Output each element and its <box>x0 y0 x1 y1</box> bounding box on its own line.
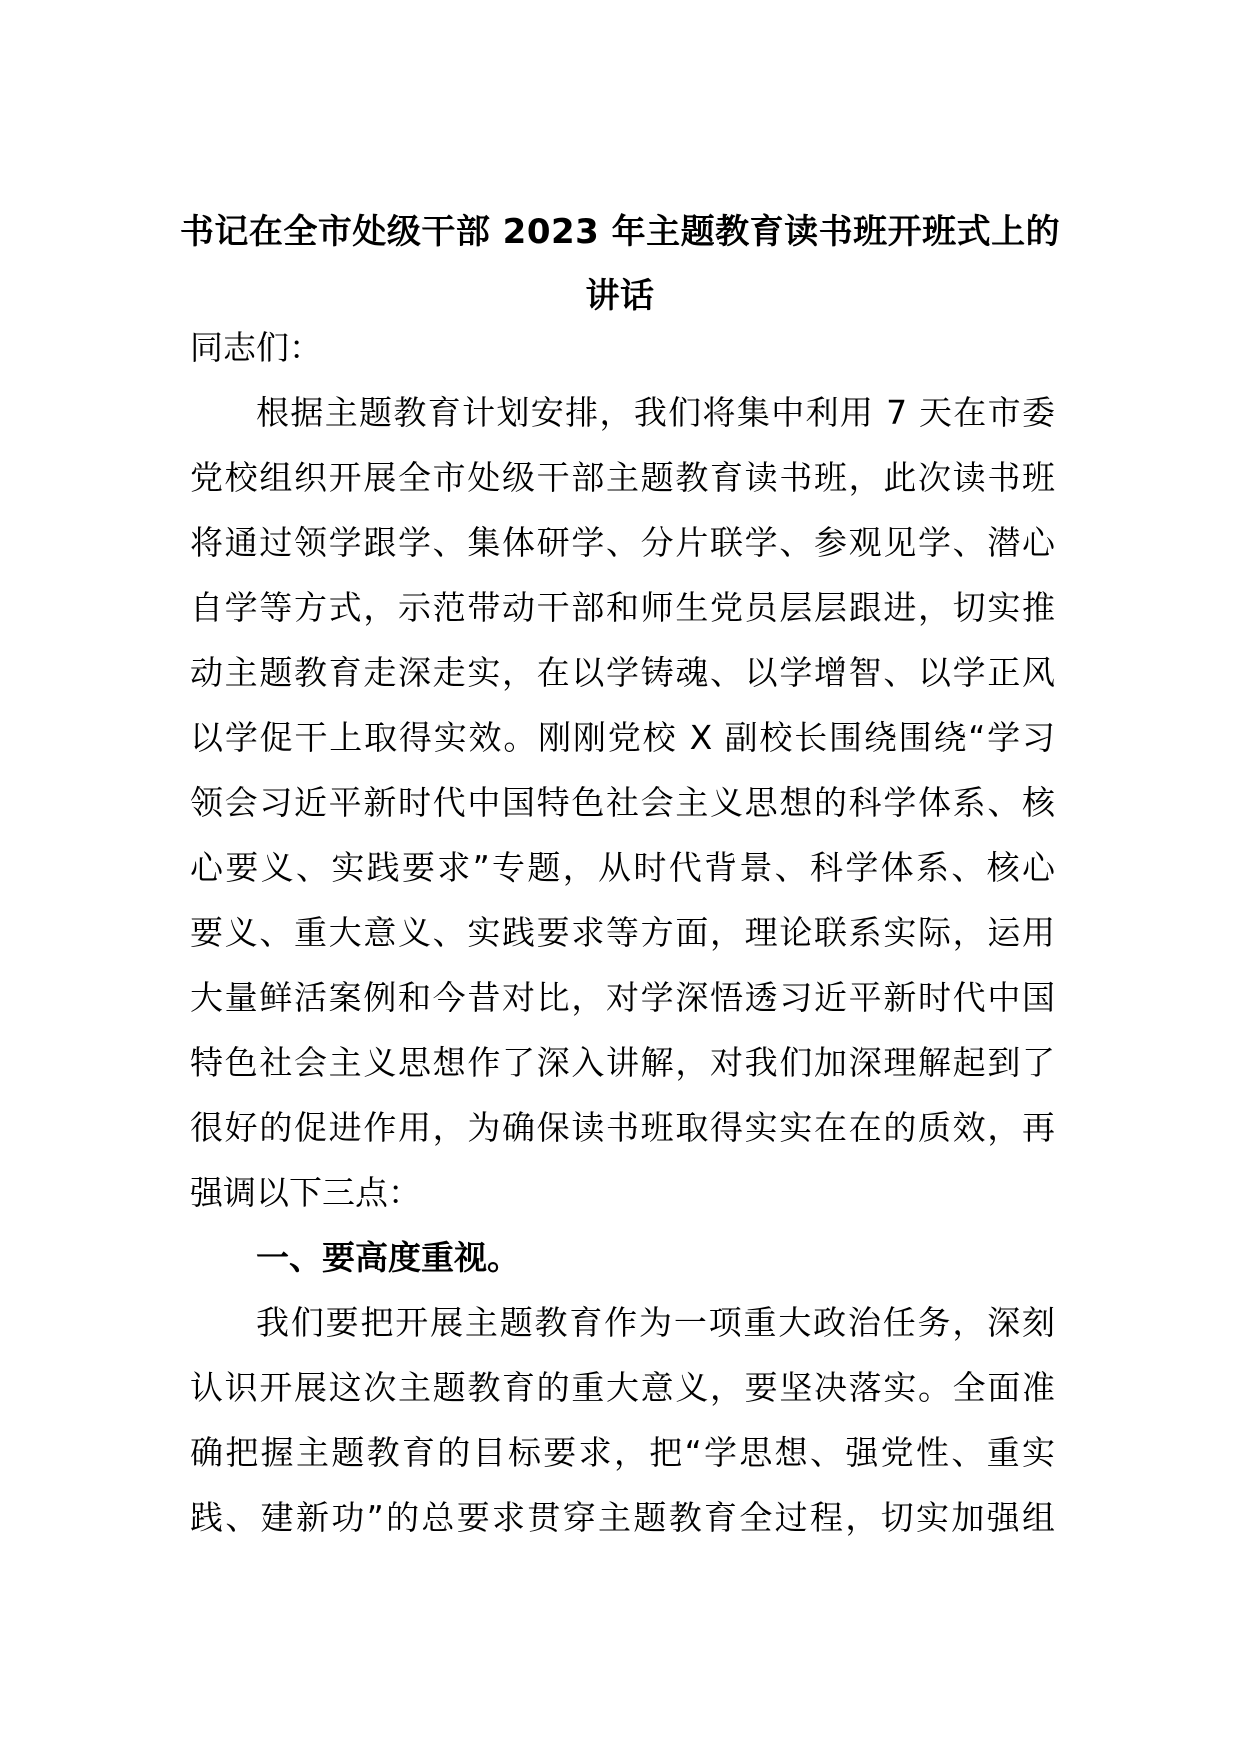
paragraph-1 <box>190 380 1055 1225</box>
section-heading-1: 一、要高度重视。 <box>256 1238 520 1277</box>
title-line-2: 讲话 <box>585 276 655 316</box>
paragraph-2-line: 认识开展这次主题教育的重大意义，要坚决落实。全面准 <box>190 1368 1055 1407</box>
paragraph-1-line: 动主题教育走深走实，在以学铸魂、以学增智、以学正风 <box>190 653 1055 692</box>
paragraph-1-line: 特色社会主义思想作了深入讲解，对我们加深理解起到了 <box>190 1043 1055 1082</box>
paragraph-1-line: 强调以下三点： <box>190 1173 421 1212</box>
paragraph-1-line: 将通过领学跟学、集体研学、分片联学、参观见学、潜心 <box>190 523 1055 562</box>
paragraph-1-line: 大量鲜活案例和今昔对比，对学深悟透习近平新时代中国 <box>190 978 1055 1017</box>
paragraph-2 <box>190 1290 1055 1550</box>
paragraph-2-line: 确把握主题教育的目标要求，把“学思想、强党性、重实 <box>190 1433 1055 1472</box>
document-title <box>150 200 1090 328</box>
paragraph-1-line: 很好的促进作用，为确保读书班取得实实在在的质效，再 <box>190 1108 1055 1147</box>
paragraph-1-line: 自学等方式，示范带动干部和师生党员层层跟进，切实推 <box>190 588 1055 627</box>
paragraph-1-line: 以学促干上取得实效。刚刚党校 X 副校长围绕围绕“学习 <box>190 718 1055 757</box>
title-line-1: 书记在全市处级干部 2023 年主题教育读书班开班式上的 <box>179 212 1061 252</box>
paragraph-2-line: 践、建新功”的总要求贯穿主题教育全过程，切实加强组 <box>190 1498 1055 1537</box>
paragraph-1-line: 要义、重大意义、实践要求等方面，理论联系实际，运用 <box>190 913 1055 952</box>
paragraph-1-line: 心要义、实践要求”专题，从时代背景、科学体系、核心 <box>190 848 1055 887</box>
paragraph-1-line: 党校组织开展全市处级干部主题教育读书班，此次读书班 <box>190 458 1055 497</box>
salutation: 同志们： <box>190 328 322 367</box>
paragraph-2-line: 我们要把开展主题教育作为一项重大政治任务，深刻 <box>256 1303 1055 1342</box>
paragraph-1-line: 领会习近平新时代中国特色社会主义思想的科学体系、核 <box>190 783 1055 822</box>
document-body <box>190 315 1055 1550</box>
paragraph-1-line: 根据主题教育计划安排，我们将集中利用 7 天在市委 <box>256 393 1055 432</box>
